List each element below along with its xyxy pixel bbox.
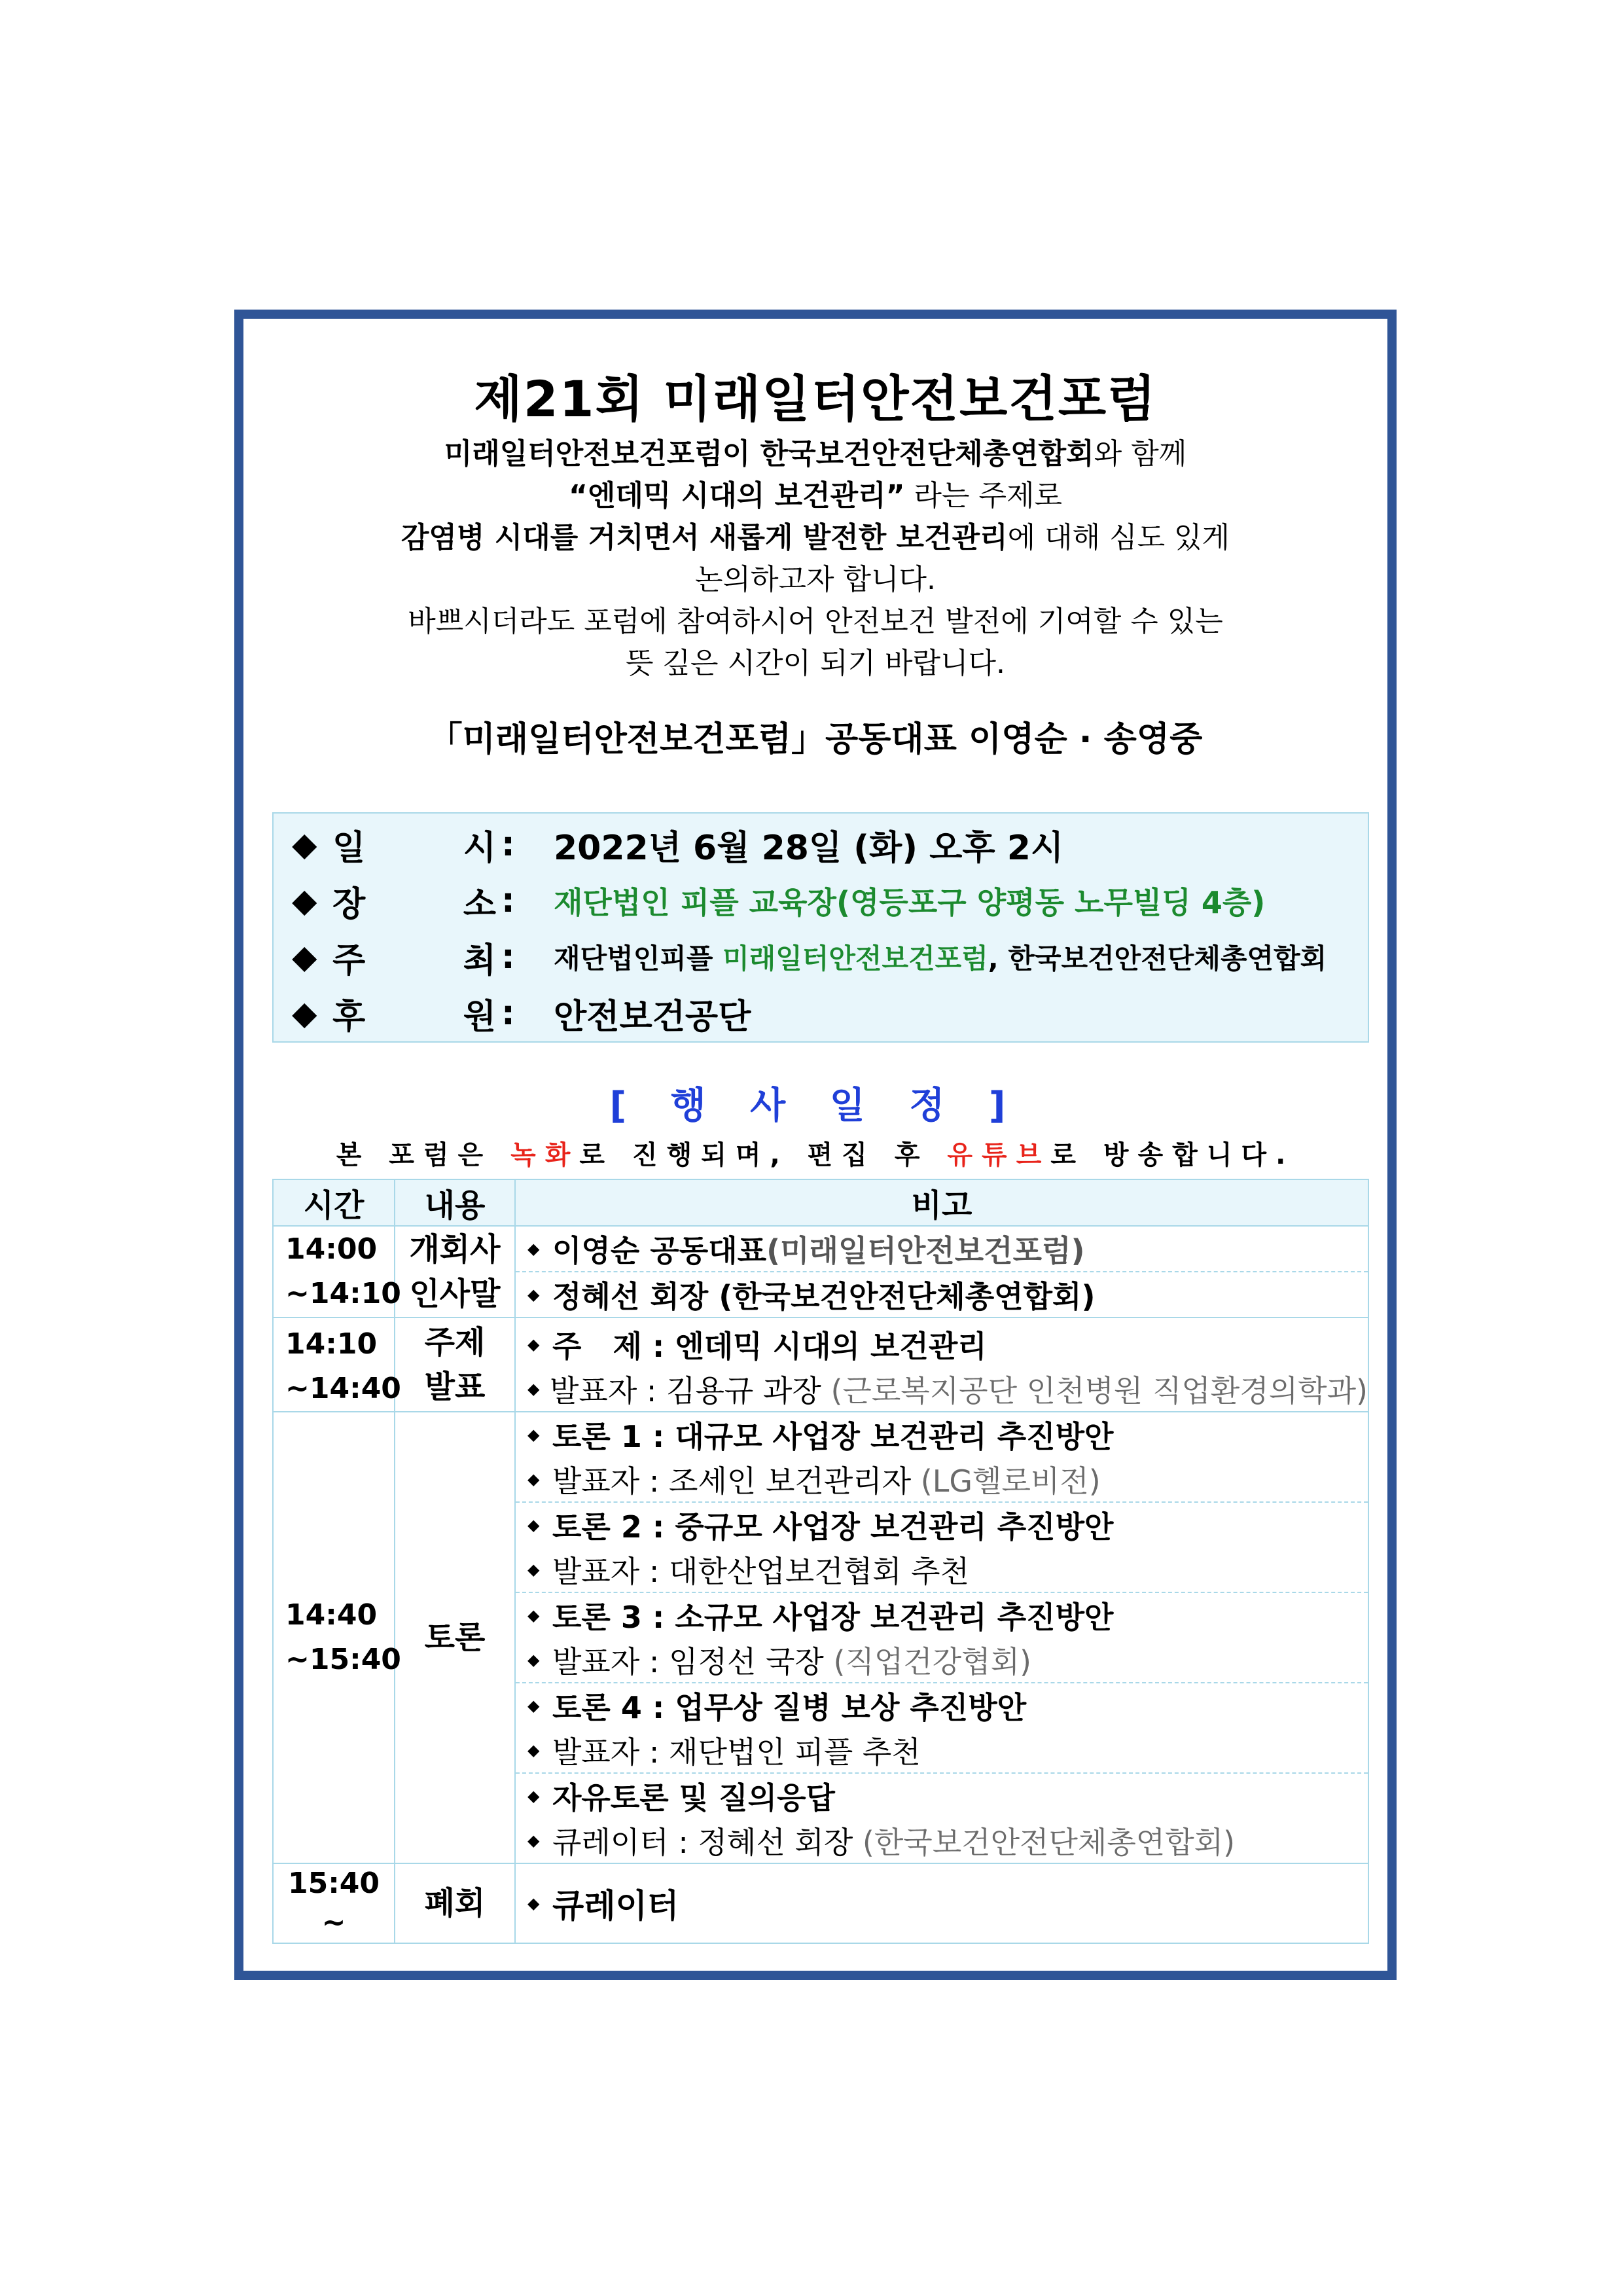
diamond-icon: ◆: [527, 1240, 540, 1258]
schedule-table: [272, 1179, 1369, 1944]
diamond-icon: ◆: [292, 882, 317, 920]
sponsor-label: 후 원: [332, 997, 496, 1037]
place-label: 장 소: [332, 884, 496, 924]
poster-frame: [234, 310, 1397, 1980]
diamond-icon: ◆: [527, 1516, 540, 1534]
table-row: [273, 1226, 1368, 1318]
intro-line1-rest: 와 함께: [1094, 437, 1187, 471]
diamond-icon: ◆: [527, 1426, 540, 1444]
table-header-row: [273, 1179, 1368, 1226]
intro-line1-bold: 미래일터안전보건포럼이 한국보건안전단체총연합회: [444, 437, 1094, 471]
intro-line2-bold: “엔데믹 시대의 보건관리”: [568, 479, 905, 512]
note-line: ◆ 주 제 : 엔데믹 시대의 보건관리: [527, 1329, 987, 1364]
table-row: [273, 1318, 1368, 1412]
info-row-host: [292, 929, 1327, 985]
intro-line4: 논의하고자 합니다.: [694, 563, 936, 596]
note-line: ◆ 발표자 : 대한산업보건협회 추천: [516, 1547, 1368, 1593]
header-content: 내용: [395, 1179, 515, 1226]
colon: :: [501, 881, 515, 920]
host-value: 재단법인피플 미래일터안전보건포럼, 한국보건안전단체총연합회: [554, 942, 1327, 975]
content-cell: 폐회: [395, 1863, 515, 1943]
intro-line5: 바쁘시더라도 포럼에 참여하시어 안전보건 발전에 기여할 수 있는: [408, 605, 1223, 638]
intro-text: [243, 433, 1387, 685]
content-cell: 토론: [395, 1412, 515, 1863]
note-line: ◆ 발표자 : 임정선 국장 (직업건강협회): [516, 1638, 1368, 1683]
place-value: 재단법인 피플 교육장(영등포구 양평동 노무빌딩 4층): [554, 885, 1266, 920]
time-cell: 14:10 ~14:40: [273, 1318, 395, 1412]
diamond-icon: ◆: [527, 1831, 540, 1850]
diamond-icon: ◆: [292, 825, 317, 863]
diamond-icon: ◆: [527, 1285, 540, 1304]
time-cell: 15:40 ~: [273, 1863, 395, 1943]
note-line: ◆ 자유토론 및 질의응답: [527, 1780, 835, 1816]
table-row: [273, 1863, 1368, 1943]
note-cell: [515, 1412, 1368, 1863]
page-title: 제21회 미래일터안전보건포럼: [474, 370, 1157, 428]
diamond-icon: ◆: [527, 1696, 540, 1715]
date-value: 2022년 6월 28일 (화) 오후 2시: [554, 828, 1064, 868]
intro-line3-bold: 감염병 시대를 거치면서 새롭게 발전한 보건관리: [401, 521, 1008, 554]
note-line: ◆ 이영순 공동대표 (미래일터안전보건포럼): [516, 1227, 1368, 1272]
diamond-icon: ◆: [527, 1741, 540, 1759]
header-time: 시간: [273, 1179, 395, 1226]
intro-line6: 뜻 깊은 시간이 되기 바랍니다.: [626, 647, 1005, 680]
colon: :: [501, 994, 515, 1033]
date-label: 일 시: [332, 828, 496, 868]
time-cell: 14:00 ~14:10: [273, 1226, 395, 1318]
content-cell: 주제 발표: [395, 1318, 515, 1412]
note-line: ◆ 정혜선 회장 (한국보건안전단체총연합회): [527, 1279, 1096, 1314]
info-row-place: [292, 872, 1265, 929]
colon: :: [501, 937, 515, 977]
diamond-icon: ◆: [527, 1651, 540, 1669]
diamond-icon: ◆: [292, 938, 317, 976]
note-line: ◆ 발표자 : 조세인 보건관리자 (LG헬로비전): [516, 1457, 1368, 1503]
diamond-icon: ◆: [292, 994, 317, 1032]
note-line: ◆ 발표자 : 김용규 과장 (근로복지공단 인천병원 직업환경의학과): [527, 1373, 1368, 1408]
diamond-icon: ◆: [527, 1606, 540, 1624]
diamond-icon: ◆: [527, 1335, 540, 1354]
diamond-icon: ◆: [527, 1470, 540, 1488]
note-line: ◆ 발표자 : 재단법인 피플 추천: [516, 1728, 1368, 1774]
diamond-icon: ◆: [527, 1380, 540, 1398]
content-cell: 개회사 인사말: [395, 1226, 515, 1318]
intro-line3-rest: 에 대해 심도 있게: [1007, 521, 1230, 554]
info-row-sponsor: [292, 985, 751, 1041]
note-line: ◆ 큐레이터: [527, 1887, 679, 1925]
note-line: ◆ 토론 4 : 업무상 질병 보상 추진방안: [527, 1690, 1027, 1725]
note-line: ◆ 토론 2 : 중규모 사업장 보건관리 추진방안: [527, 1509, 1114, 1545]
header-note: 비고: [515, 1179, 1368, 1226]
diamond-icon: ◆: [527, 1894, 540, 1912]
colon: :: [501, 825, 515, 864]
host-label: 주 최: [332, 941, 496, 980]
table-row: [273, 1412, 1368, 1863]
note-line: ◆ 큐레이터 : 정혜선 회장 (한국보건안전단체총연합회): [527, 1825, 1236, 1860]
diamond-icon: ◆: [527, 1560, 540, 1579]
schedule-title: [ 행 사 일 정 ]: [609, 1085, 1022, 1127]
intro-line2-rest: 라는 주제로: [904, 479, 1062, 512]
note-cell: [515, 1863, 1368, 1943]
event-info-box: [272, 812, 1369, 1043]
diamond-icon: ◆: [527, 1787, 540, 1805]
note-cell: [515, 1318, 1368, 1412]
note-cell: [515, 1226, 1368, 1318]
signature: 「미래일터안전보건포럼」공동대표 이영순 · 송영중: [428, 720, 1203, 759]
sponsor-value: 안전보건공단: [554, 997, 751, 1037]
broadcast-notice: 본 포럼은 녹화로 진행되며, 편집 후 유튜브로 방송합니다.: [336, 1140, 1295, 1170]
note-line: ◆ 토론 1 : 대규모 사업장 보건관리 추진방안: [527, 1419, 1114, 1454]
info-row-date: [292, 816, 1063, 872]
time-cell: 14:40 ~15:40: [273, 1412, 395, 1863]
note-line: ◆ 토론 3 : 소규모 사업장 보건관리 추진방안: [527, 1600, 1114, 1635]
